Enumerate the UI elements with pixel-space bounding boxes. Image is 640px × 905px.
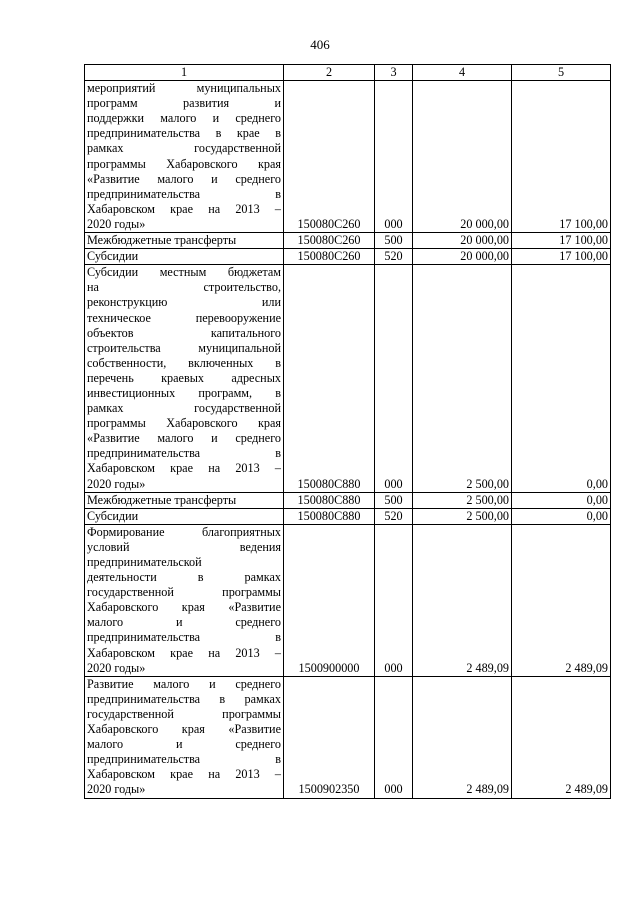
- table-body: [85, 81, 611, 798]
- header-row: [85, 65, 611, 81]
- row-name-line: 2020 годы»: [87, 216, 146, 231]
- table-row: [85, 233, 611, 249]
- row-value-1: 2 500,00: [413, 508, 512, 524]
- row-name-line: строительства муниципальной: [87, 340, 281, 355]
- row-type: 500: [375, 492, 413, 508]
- row-name-line: предпринимательства в: [87, 630, 281, 645]
- row-name-line: Межбюджетные трансферты: [87, 233, 237, 248]
- row-value-2: 2 489,09: [512, 676, 611, 798]
- header-col-2: 2: [284, 65, 375, 81]
- table-row: [85, 81, 611, 233]
- row-name: [85, 249, 284, 265]
- row-name-line: деятельности в рамках: [87, 570, 281, 585]
- row-name-line: собственности, включенных в: [87, 355, 281, 370]
- table-row: [85, 249, 611, 265]
- row-name-line: на строительство,: [87, 280, 281, 295]
- row-name-line: поддержки малого и среднего: [87, 111, 281, 126]
- row-value-2: 0,00: [512, 508, 611, 524]
- row-name-line: объектов капитального: [87, 325, 281, 340]
- row-type: 520: [375, 249, 413, 265]
- row-name-line: Хабаровском крае на 2013 –: [87, 767, 281, 782]
- row-name-line: малого и среднего: [87, 615, 281, 630]
- row-name-line: инвестиционных программ, в: [87, 385, 281, 400]
- header-col-4: 4: [413, 65, 512, 81]
- table-row: [85, 676, 611, 798]
- row-name-line: мероприятий муниципальных: [87, 81, 281, 96]
- table-row: [85, 524, 611, 676]
- header-col-1: 1: [85, 65, 284, 81]
- row-name: [85, 524, 284, 676]
- row-value-2: 17 100,00: [512, 81, 611, 233]
- row-type: 520: [375, 508, 413, 524]
- row-name-line: Субсидии: [87, 508, 139, 523]
- row-name-line: Хабаровском крае на 2013 –: [87, 201, 281, 216]
- row-code: 150080C260: [284, 233, 375, 249]
- row-type: 000: [375, 265, 413, 492]
- row-name-line: программы Хабаровского края: [87, 156, 281, 171]
- row-name-line: Субсидии местным бюджетам: [87, 265, 281, 280]
- row-code: 150080C260: [284, 81, 375, 233]
- row-name-line: предпринимательства в рамках: [87, 691, 281, 706]
- budget-table: [84, 64, 611, 799]
- row-value-1: 2 500,00: [413, 265, 512, 492]
- row-name-line: условий ведения: [87, 539, 281, 554]
- row-name-line: «Развитие малого и среднего: [87, 431, 281, 446]
- row-value-1: 20 000,00: [413, 81, 512, 233]
- row-value-1: 20 000,00: [413, 233, 512, 249]
- row-name-line: программы Хабаровского края: [87, 416, 281, 431]
- row-value-1: 20 000,00: [413, 249, 512, 265]
- row-name-line: Межбюджетные трансферты: [87, 492, 237, 507]
- row-code: 1500902350: [284, 676, 375, 798]
- row-type: 000: [375, 524, 413, 676]
- row-name-line: 2020 годы»: [87, 660, 146, 675]
- row-name-line: Хабаровского края «Развитие: [87, 722, 281, 737]
- row-name-line: государственной программы: [87, 585, 281, 600]
- row-name: [85, 676, 284, 798]
- row-name-line: предпринимательства в: [87, 186, 281, 201]
- row-code: 150080C880: [284, 492, 375, 508]
- row-code: 1500900000: [284, 524, 375, 676]
- table-row: [85, 508, 611, 524]
- page-number: 406: [310, 37, 330, 52]
- row-name-line: государственной программы: [87, 706, 281, 721]
- row-type: 000: [375, 676, 413, 798]
- row-name-line: «Развитие малого и среднего: [87, 171, 281, 186]
- row-value-2: 2 489,09: [512, 524, 611, 676]
- row-value-2: 17 100,00: [512, 233, 611, 249]
- row-name-line: Хабаровского края «Развитие: [87, 600, 281, 615]
- row-name-line: перечень краевых адресных: [87, 370, 281, 385]
- row-name-line: предпринимательства в крае в: [87, 126, 281, 141]
- table-row: [85, 492, 611, 508]
- row-name-line: рамках государственной: [87, 141, 281, 156]
- row-name-line: реконструкцию или: [87, 295, 281, 310]
- row-value-1: 2 500,00: [413, 492, 512, 508]
- row-type: 500: [375, 233, 413, 249]
- table-row: [85, 265, 611, 492]
- row-name: [85, 233, 284, 249]
- row-name-line: Развитие малого и среднего: [87, 676, 281, 691]
- row-name-line: Хабаровском крае на 2013 –: [87, 461, 281, 476]
- row-code: 150080C260: [284, 249, 375, 265]
- row-name-line: программ развития и: [87, 96, 281, 111]
- row-value-2: 17 100,00: [512, 249, 611, 265]
- row-type: 000: [375, 81, 413, 233]
- row-name-line: предпринимательства в: [87, 446, 281, 461]
- row-name: [85, 81, 284, 233]
- header-col-3: 3: [375, 65, 413, 81]
- row-name: [85, 492, 284, 508]
- row-value-2: 0,00: [512, 492, 611, 508]
- row-name-line: рамках государственной: [87, 401, 281, 416]
- row-value-1: 2 489,09: [413, 524, 512, 676]
- row-name-line: Хабаровском крае на 2013 –: [87, 645, 281, 660]
- row-name-line: Формирование благоприятных: [87, 524, 281, 539]
- row-name-line: Субсидии: [87, 249, 139, 264]
- row-name-line: 2020 годы»: [87, 476, 146, 491]
- row-name-line: предпринимательской: [87, 555, 202, 569]
- header-col-5: 5: [512, 65, 611, 81]
- row-name: [85, 265, 284, 492]
- row-name: [85, 508, 284, 524]
- row-name-line: предпринимательства в: [87, 752, 281, 767]
- row-code: 150080C880: [284, 265, 375, 492]
- row-value-2: 0,00: [512, 265, 611, 492]
- row-name-line: техническое перевооружение: [87, 310, 281, 325]
- row-name-line: 2020 годы»: [87, 782, 146, 797]
- row-code: 150080C880: [284, 508, 375, 524]
- row-name-line: малого и среднего: [87, 737, 281, 752]
- row-value-1: 2 489,09: [413, 676, 512, 798]
